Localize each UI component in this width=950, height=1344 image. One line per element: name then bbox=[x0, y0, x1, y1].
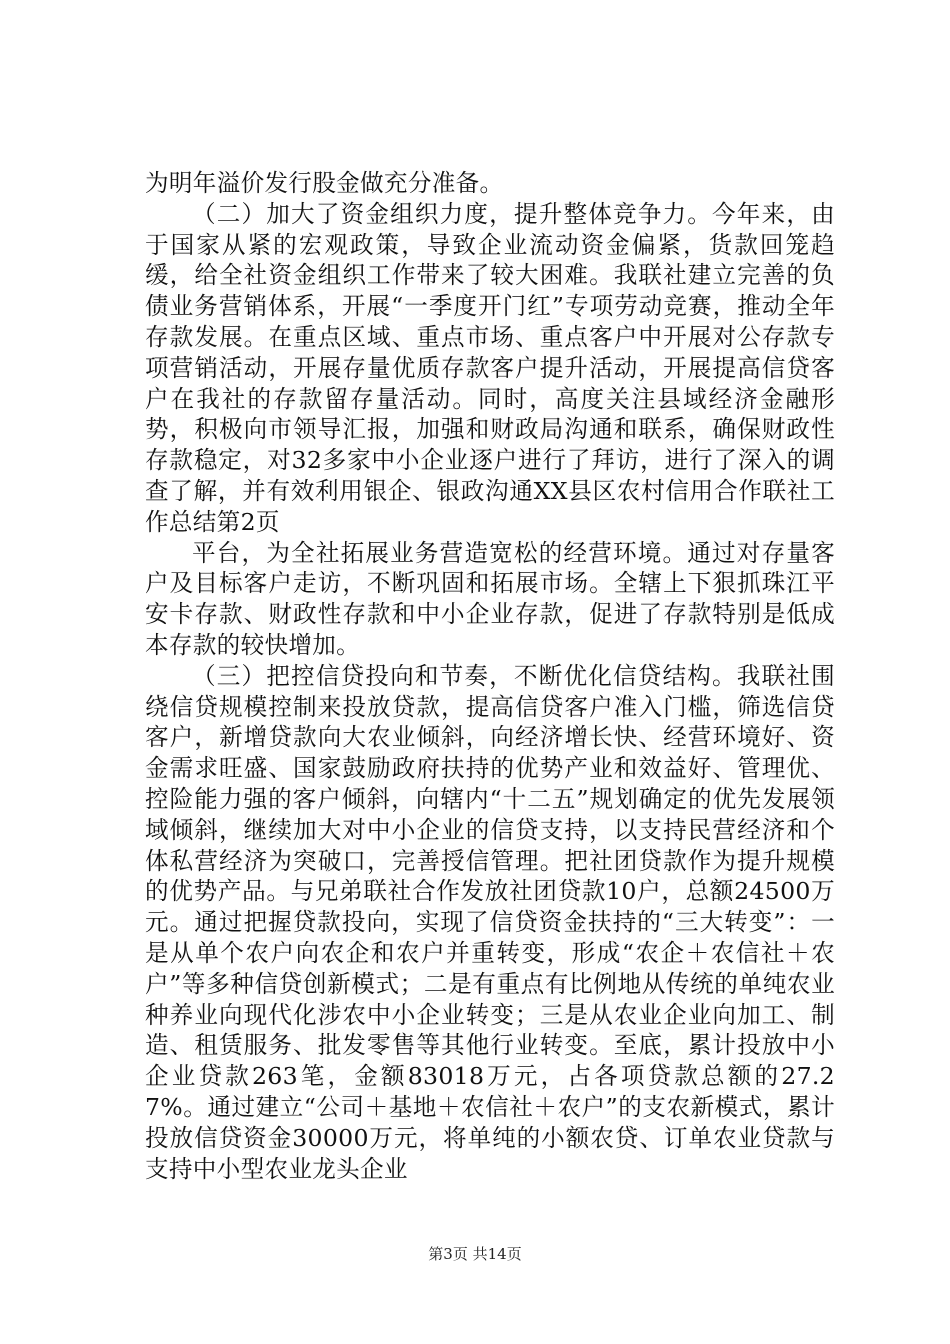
page-footer: 第3页 共14页 bbox=[428, 1245, 522, 1263]
paragraph-continuation: 为明年溢价发行股金做充分准备。 bbox=[145, 169, 504, 197]
paragraph-platform: 平台，为全社拓展业务营造宽松的经营环境。通过对存量客户及目标客户走访，不断巩固和拓展市场。全辖上下狠抓珠江平安卡存款、财政性存款和中小企业存款，促进了存款特别是低成本存款的较快增加。 bbox=[145, 538, 835, 659]
document-body bbox=[145, 168, 835, 1184]
paragraph-section-2: （二）加大了资金组织力度，提升整体竞争力。今年来，由于国家从紧的宏观政策，导致企业流动资金偏紧，货款回笼趋缓，给全社资金组织工作带来了较大困难。我联社建立完善的负债业务营销体系，开展“一季度开门红”专项劳动竞赛，推动全年存款发展。在重点区域、重点市场、重点客户中开展对公存款专项营销活动，开展存量优质存款客户提升活动，开展提高信贷客户在我社的存款留存量活动。同时，高度关注县域经济金融形势，积极向市领导汇报，加强和财政局沟通和联系，确保财政性存款稳定，对32多家中小企业逐户进行了拜访，进行了深入的调查了解，并有效利用银企、银政沟通XX县区农村信用合作联社工作总结第2页 bbox=[145, 199, 835, 536]
paragraph-section-3: （三）把控信贷投向和节奏，不断优化信贷结构。我联社围绕信贷规模控制来投放贷款，提高信贷客户准入门槛，筛选信贷客户，新增贷款向大农业倾斜，向经济增长快、经营环境好、资金需求旺盛、国家鼓励政府扶持的优势产业和效益好、管理优、控险能力强的客户倾斜，向辖内“十二五”规划确定的优先发展领域倾斜，继续加大对中小企业的信贷支持，以支持民营经济和个体私营经济为突破口，完善授信管理。把社团贷款作为提升规模的优势产品。与兄弟联社合作发放社团贷款10户，总额24500万元。通过把握贷款投向，实现了信贷资金扶持的“三大转变”：一是从单个农户向农企和农户并重转变，形成“农企＋农信社＋农户”等多种信贷创新模式；二是有重点有比例地从传统的单纯农业种养业向现代化涉农中小企业转变；三是从农业企业向加工、制造、租赁服务、批发零售等其他行业转变。至底，累计投放中小企业贷款263笔，金额83018万元，占各项贷款总额的27.27%。通过建立“公司＋基地＋农信社＋农户”的支农新模式，累计投放信贷资金30000万元，将单纯的小额农贷、订单农业贷款与支持中小型农业龙头企业 bbox=[145, 661, 835, 1183]
